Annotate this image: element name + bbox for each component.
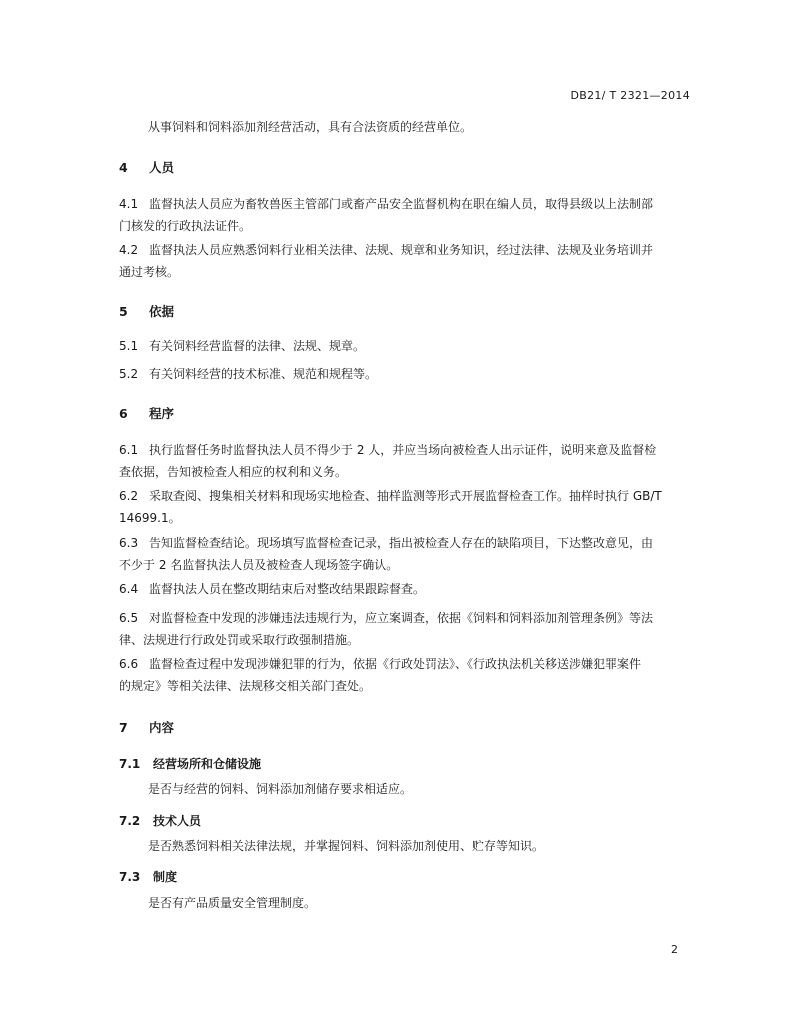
clause-text: 有关饲料经营监督的法律、法规、规章。 [149, 339, 366, 353]
clause-text-cont: 的规定》等相关法律、法规移交相关部门查处。 [119, 679, 372, 693]
section-number: 6 [119, 406, 128, 421]
clause-4-2 [119, 239, 691, 283]
subsection-number: 7.3 [119, 870, 141, 884]
section-number: 5 [119, 304, 128, 319]
clause-5-2 [119, 363, 691, 385]
clause-text: 对监督检查中发现的涉嫌违法违规行为，应立案调查，依据《饲料和饲料添加剂管理条例》等法 [149, 611, 654, 625]
clause-number: 6.6 [119, 657, 139, 671]
clause-text-cont: 查依据，告知被检查人相应的权利和义务。 [119, 465, 348, 479]
subsection-number: 7.1 [119, 757, 141, 771]
clause-text: 监督检查过程中发现涉嫌犯罪的行为，依据《行政处罚法》、《行政执法机关移送涉嫌犯罪案件 [149, 657, 642, 671]
section-5-heading [119, 302, 174, 320]
section-title: 依据 [149, 304, 175, 319]
subsection-title: 技术人员 [153, 814, 202, 828]
clause-text-cont: 不少于 2 名监督执法人员及被检查人现场签字确认。 [119, 558, 399, 572]
clause-6-4 [119, 578, 691, 600]
section-number: 4 [119, 160, 128, 175]
clause-text: 采取查阅、搜集相关材料和现场实地检查、抽样监测等形式开展监督检查工作。抽样时执行 GB/T [149, 489, 662, 503]
clause-text-cont: 14699.1。 [119, 511, 181, 525]
section-title: 人员 [149, 160, 175, 175]
clause-6-2 [119, 485, 691, 529]
section-title: 程序 [149, 406, 175, 421]
clause-6-6 [119, 653, 691, 697]
clause-text: 监督执法人员应熟悉饲料行业相关法律、法规、规章和业务知识，经过法律、法规及业务培训并 [149, 243, 654, 257]
clause-6-3 [119, 532, 691, 576]
intro-line: 从事饲料和饲料添加剂经营活动，具有合法资质的经营单位。 [148, 120, 473, 134]
clause-text-cont: 门核发的行政执法证件。 [119, 219, 252, 233]
subsection-title: 制度 [153, 870, 178, 884]
clause-number: 5.2 [119, 367, 139, 381]
section-7-heading [119, 718, 174, 736]
clause-number: 6.4 [119, 582, 139, 596]
clause-number: 4.1 [119, 197, 139, 211]
subsection-7-3-body: 是否有产品质量安全管理制度。 [148, 896, 317, 910]
subsection-7-2-body: 是否熟悉饲料相关法律法规，并掌握饲料、饲料添加剂使用、贮存等知识。 [148, 839, 545, 853]
clause-number: 6.1 [119, 443, 139, 457]
section-title: 内容 [149, 720, 175, 735]
section-6-heading [119, 404, 174, 422]
clause-text: 监督执法人员在整改期结束后对整改结果跟踪督查。 [149, 582, 426, 596]
clause-number: 4.2 [119, 243, 139, 257]
section-4-heading [119, 158, 174, 176]
subsection-7-2-heading [119, 812, 201, 829]
clause-number: 5.1 [119, 339, 139, 353]
standard-code: DB21/ T 2321—2014 [570, 89, 690, 102]
subsection-7-1-heading [119, 755, 261, 772]
clause-text: 执行监督任务时监督执法人员不得少于 2 人，并应当场向被检查人出示证件，说明来意及监督检 [149, 443, 657, 457]
clause-number: 6.3 [119, 536, 139, 550]
subsection-7-3-heading [119, 868, 177, 885]
clause-5-1 [119, 335, 691, 357]
subsection-number: 7.2 [119, 814, 141, 828]
subsection-7-1-body: 是否与经营的饲料、饲料添加剂储存要求相适应。 [148, 782, 413, 796]
clause-6-5 [119, 607, 691, 651]
clause-text-cont: 通过考核。 [119, 265, 180, 279]
clause-text: 监督执法人员应为畜牧兽医主管部门或畜产品安全监督机构在职在编人员，取得县级以上法制部 [149, 197, 654, 211]
clause-6-1 [119, 439, 691, 483]
clause-number: 6.2 [119, 489, 139, 503]
page-number: 2 [671, 943, 678, 956]
clause-4-1 [119, 193, 691, 237]
subsection-title: 经营场所和仓储设施 [153, 757, 262, 771]
clause-text: 告知监督检查结论。现场填写监督检查记录，指出被检查人存在的缺陷项目，下达整改意见，由 [149, 536, 654, 550]
clause-number: 6.5 [119, 611, 139, 625]
section-number: 7 [119, 720, 128, 735]
clause-text-cont: 律、法规进行行政处罚或采取行政强制措施。 [119, 633, 360, 647]
clause-text: 有关饲料经营的技术标准、规范和规程等。 [149, 367, 378, 381]
